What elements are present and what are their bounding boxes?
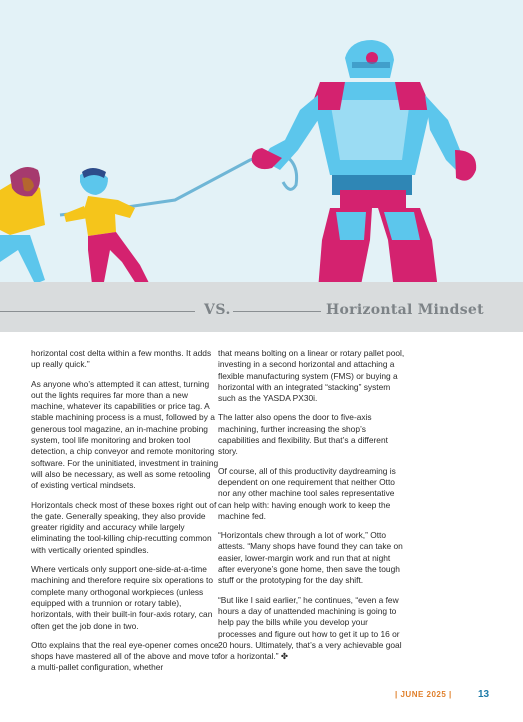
illustration-header [0, 0, 523, 332]
page-number: 13 [478, 689, 490, 700]
divider-line [0, 311, 195, 312]
paragraph: “Horizontals chew through a lot of work,” Otto attests. “Many shops have found they can take on easier, lower-margin work and run that at night after everyone’s gone home, then save the tough stuff or the prototyping for the day shift. [218, 530, 403, 586]
person-left [0, 167, 52, 292]
vs-label: VS. [204, 302, 231, 318]
paragraph: Otto explains that the real eye-opener comes once shops have mastered all of the above and move to a multi-pallet configuration, whether [31, 639, 219, 673]
person-middle [64, 168, 158, 294]
article-column-left [31, 348, 219, 682]
divider-line [233, 311, 321, 312]
issue-date: | JUNE 2025 | [395, 690, 452, 699]
article-column-right [218, 348, 406, 670]
paragraph: “But like I said earlier,” he continues, “even a few hours a day of unattended machining is going to help pay the bills while you develop your processes and figure out how to get it up to 16 or 20 hours. Ultimately, that’s a very achievable goal for a horizontal.” ✤ [218, 594, 402, 662]
robot [252, 40, 476, 300]
paragraph: The latter also opens the door to five-axis machining, further increasing the shop’s capabilities and flexibility. But that’s a different story. [218, 412, 388, 457]
paragraph: As anyone who’s attempted it can attest, turning out the lights requires far more than a new machine, whatever its capabilities or price tag. A stable machining process is a must, followed by a generous tool magazine, an in-machine probing system, tool life monitoring and broken tool detection, a chip conveyor and remote monitoring software. For the uninitiated, investment in training will also be necessary, as well as some retooling of existing vertical mindsets. [31, 378, 219, 491]
section-title: Horizontal Mindset [326, 302, 484, 318]
paragraph: Of course, all of this productivity daydreaming is dependent on one requirement that neither Otto nor any other machine tool sales representative can help with: having enough work to keep the machine fed. [218, 465, 396, 521]
paragraph: horizontal cost delta within a few months. It adds up really quick.” [31, 348, 212, 370]
paragraph: Horizontals check most of these boxes right out of the gate. Generally speaking, they also provide greater rigidity and accuracy while largely eliminating the tool-killing chip-recutting common with vertically oriented spindles. [31, 499, 217, 555]
paragraph: Where verticals only support one-side-at-a-time machining and therefore require six operations to complete many orthogonal workpieces (unless equipped with a trunnion or rotary table), horizontals, with their built-in four-axis rotary, can often get the job done in two. [31, 564, 214, 631]
paragraph: that means bolting on a linear or rotary pallet pool, investing in a second horizontal and attaching a flexible manufacturing system (FMS) or buying a horizontal with an integrated “stacking” system such as the YASDA PX30i. [218, 348, 405, 404]
